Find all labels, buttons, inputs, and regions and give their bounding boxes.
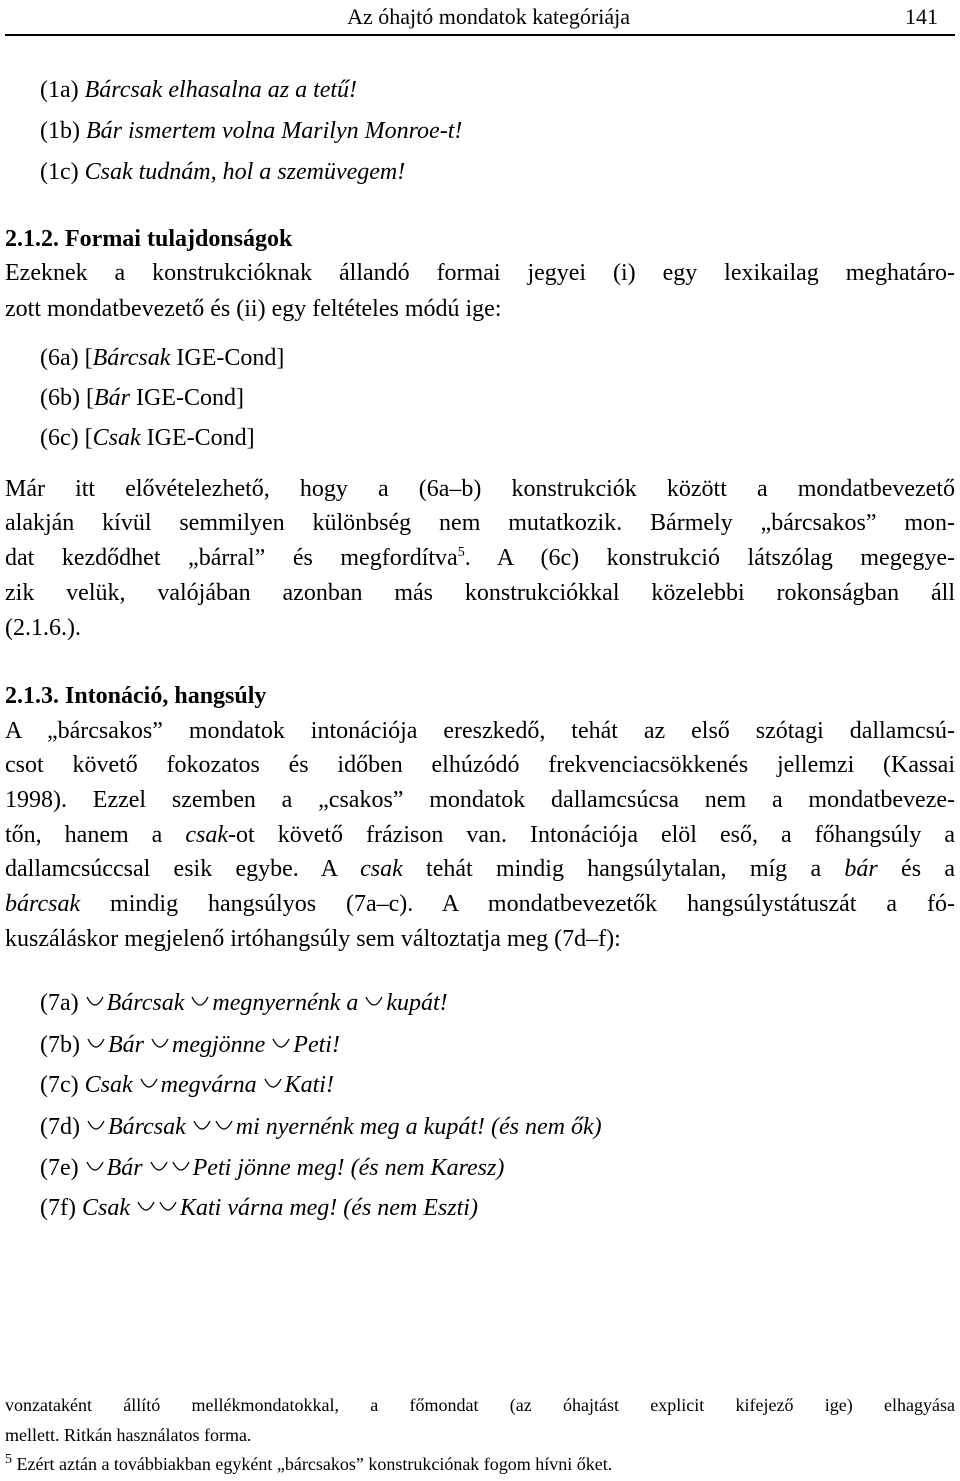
stress-arc-icon: [149, 1160, 169, 1176]
section-heading-2-1-3: 2.1.3. Intonáció, hangsúly: [5, 683, 267, 709]
section-heading-2-1-2: 2.1.2. Formai tulajdonságok: [5, 226, 293, 252]
example-number: (1b): [40, 118, 80, 144]
footnote-5: [5, 1452, 955, 1476]
stress-arc-icon: [192, 1119, 212, 1135]
example-text: Bárcsak elhasalna az a tetű!: [84, 77, 358, 103]
stress-arc-icon: [263, 1077, 283, 1093]
footnote-number: 5: [5, 1452, 12, 1467]
stress-arc-icon: [214, 1119, 234, 1135]
example-7d: (7d) Bárcsak mi nyernénk meg a kupát! (és nem ők): [40, 1114, 602, 1140]
stress-arc-icon: [158, 1200, 178, 1216]
schema-6c: (6c) [Csak IGE-Cond]: [40, 425, 255, 451]
paragraph-line: zott mondatbevezető és (ii) egy feltételes módú ige:: [5, 296, 502, 322]
stress-arc-icon: [85, 995, 105, 1011]
paragraph-line: zik velük, valójában azonban más konstrukciókkal közelebbi rokonságban áll: [5, 580, 955, 606]
stress-arc-icon: [136, 1200, 156, 1216]
stress-arc-icon: [190, 995, 210, 1011]
paragraph-line: bárcsak mindig hangsúlyos (7a–c). A mondatbevezetők hangsúlystátuszát a fó-: [5, 891, 955, 917]
example-7e: (7e) Bár Peti jönne meg! (és nem Karesz): [40, 1155, 505, 1181]
paragraph-line: A „bárcsakos” mondatok intonációja ereszkedő, tehát az első szótagi dallamcsú-: [5, 718, 955, 744]
paragraph-line: tőn, hanem a csak-ot követő frázison van. Intonációja elöl eső, a főhangsúly a: [5, 822, 955, 848]
schema-6a: (6a) [Bárcsak IGE-Cond]: [40, 345, 285, 371]
paragraph-line: kuszáláskor megjelenő irtóhangsúly sem változtatja meg (7d–f):: [5, 926, 621, 952]
stress-arc-icon: [171, 1160, 191, 1176]
running-header: [0, 0, 960, 36]
example-text: Csak tudnám, hol a szemüvegem!: [84, 159, 406, 185]
paragraph-line: dat kezdődhet „bárral” és megfordítva$^5$. A (6c) konstrukció látszólag megegye-: [5, 545, 955, 571]
page-number: 141: [905, 4, 938, 29]
stress-arc-icon: [364, 995, 384, 1011]
example-7b: (7b) Bár megjönne Peti!: [40, 1032, 340, 1058]
example-number: (1a): [40, 77, 79, 103]
header-rule: [5, 34, 955, 36]
footnote-continuation: mellett. Ritkán használatos forma.: [5, 1425, 252, 1445]
example-7c: (7c) Csak megvárna Kati!: [40, 1072, 334, 1098]
example-7a: (7a) Bárcsak megnyernénk a kupát!: [40, 990, 448, 1016]
stress-arc-icon: [86, 1119, 106, 1135]
stress-arc-icon: [150, 1037, 170, 1053]
stress-arc-icon: [271, 1037, 291, 1053]
paragraph-line: Ezeknek a konstrukcióknak állandó formai jegyei (i) egy lexikailag meghatáro-: [5, 260, 955, 286]
stress-arc-icon: [86, 1037, 106, 1053]
example-7f: (7f) Csak Kati várna meg! (és nem Eszti): [40, 1195, 478, 1221]
schema-6b: (6b) [Bár IGE-Cond]: [40, 385, 244, 411]
running-title: Az óhajtó mondatok kategóriája: [347, 4, 630, 29]
example-1b: [40, 116, 462, 146]
paragraph-line: csot követő fokozatos és időben elhúzódó frekvenciacsökkenés jellemzi (Kassai: [5, 752, 955, 778]
example-1c: [40, 157, 405, 187]
paragraph-line: (2.1.6.).: [5, 615, 81, 641]
paragraph-line: alakján kívül semmilyen különbség nem mutatkozik. Bármely „bárcsakos” mon-: [5, 510, 955, 536]
example-number: (1c): [40, 159, 79, 185]
footnote-continuation: vonzataként állító mellékmondatokkal, a főmondat (az óhajtást explicit kifejező ige) elhagyása: [5, 1395, 955, 1415]
paragraph-line: dallamcsúccsal esik egybe. A csak tehát mindig hangsúlytalan, míg a bár és a: [5, 856, 955, 882]
stress-arc-icon: [85, 1160, 105, 1176]
footnote-text: Ezért aztán a továbbiakban egyként „bárcsakos” konstrukciónak fogom hívni őket.: [12, 1454, 613, 1474]
stress-arc-icon: [139, 1077, 159, 1093]
example-text: Bár ismertem volna Marilyn Monroe-t!: [85, 118, 463, 144]
example-1a: [40, 75, 357, 105]
paragraph-line: 1998). Ezzel szemben a „csakos” mondatok dallamcsúcsa nem a mondatbeveze-: [5, 787, 955, 813]
footnote-ref: 5: [457, 545, 465, 560]
paragraph-line: Már itt elővételezhető, hogy a (6a–b) konstrukciók között a mondatbevezető: [5, 476, 955, 502]
